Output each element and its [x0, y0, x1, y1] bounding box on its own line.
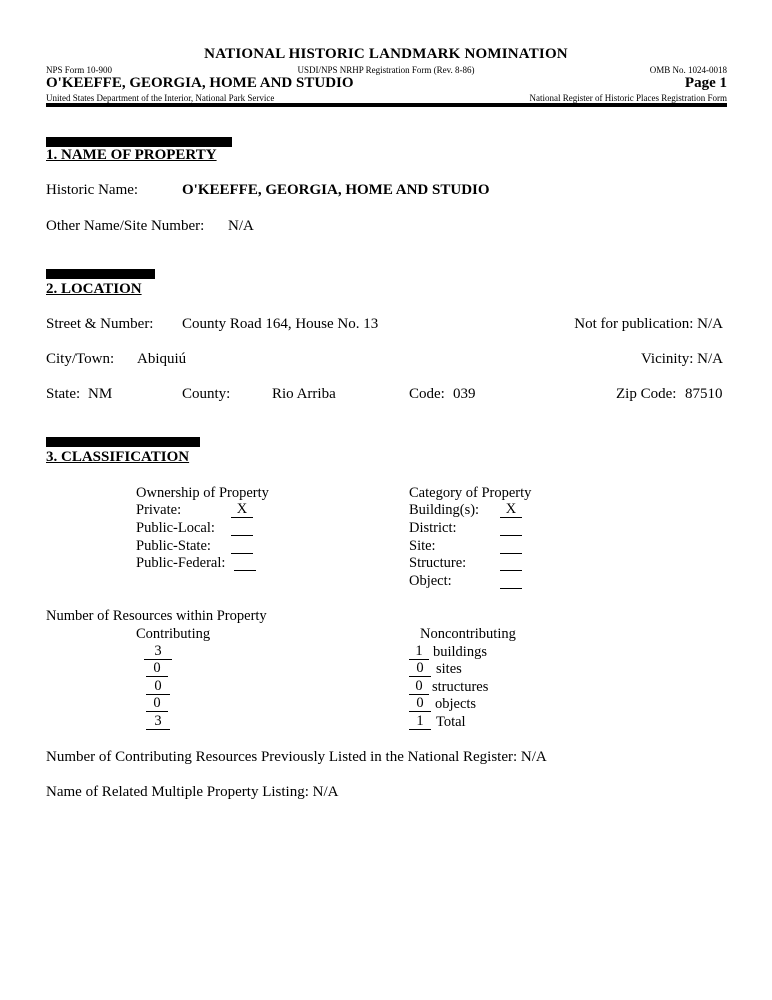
ownership-public-local-label: Public-Local: [136, 520, 215, 536]
contributing-objects: 0 [146, 696, 168, 712]
historic-name-value: O'KEEFFE, GEORGIA, HOME AND STUDIO [182, 182, 490, 198]
category-district-mark [500, 520, 522, 536]
ownership-public-federal-mark [234, 555, 256, 571]
category-structure-mark [500, 555, 522, 571]
section-3-bar [46, 437, 200, 447]
state-value: NM [88, 386, 113, 402]
page-number: Page 1 [684, 75, 727, 91]
form-title: NATIONAL HISTORIC LANDMARK NOMINATION [204, 46, 568, 62]
contributing-sites: 0 [146, 661, 168, 677]
noncontributing-total: 1 [409, 714, 431, 730]
noncontributing-structures: 0 [409, 679, 429, 695]
resource-type-structures: structures [432, 679, 489, 695]
contributing-structures: 0 [146, 679, 170, 695]
zip-value: 87510 [685, 386, 723, 402]
resources-title: Number of Resources within Property [46, 608, 267, 624]
section-1-heading: 1. NAME OF PROPERTY [46, 147, 217, 163]
code-value: 039 [453, 386, 476, 402]
not-for-publication: Not for publication: N/A [574, 316, 723, 332]
ownership-public-state-label: Public-State: [136, 538, 211, 554]
noncontributing-sites: 0 [409, 661, 431, 677]
ownership-title: Ownership of Property [136, 485, 269, 501]
section-1-bar [46, 137, 232, 147]
section-2-bar [46, 269, 155, 279]
section-2-heading: 2. LOCATION [46, 281, 142, 297]
other-name-label: Other Name/Site Number: [46, 218, 205, 234]
resource-type-objects: objects [435, 696, 477, 712]
header-rule [46, 103, 727, 107]
ownership-public-federal-label: Public-Federal: [136, 555, 226, 571]
resource-type-buildings: buildings [433, 644, 487, 660]
code-label: Code: [409, 386, 445, 402]
noncontributing-buildings: 1 [409, 644, 429, 660]
ownership-public-state-mark [231, 538, 253, 554]
department-label: United States Department of the Interior, National Park Service [46, 93, 275, 103]
category-object-label: Object: [409, 573, 452, 589]
zip-label: Zip Code: [616, 386, 677, 402]
other-name-value: N/A [228, 218, 254, 234]
ownership-private-label: Private: [136, 502, 182, 518]
noncontributing-title: Noncontributing [420, 626, 516, 642]
omb-number: OMB No. 1024-0018 [649, 65, 727, 75]
register-label: National Register of Historic Places Registration Form [529, 93, 727, 103]
property-name-header: O'KEEFFE, GEORGIA, HOME AND STUDIO [46, 75, 354, 91]
category-site-mark [500, 538, 522, 554]
multiple-property-listing: Name of Related Multiple Property Listing: N/A [46, 784, 339, 800]
category-structure-label: Structure: [409, 555, 467, 571]
registration-form-label: USDI/NPS NRHP Registration Form (Rev. 8-86) [297, 65, 475, 75]
ownership-public-local-mark [231, 520, 253, 536]
historic-name-label: Historic Name: [46, 182, 139, 198]
county-label: County: [182, 386, 231, 402]
city-value: Abiquiú [137, 351, 187, 367]
category-building-label: Building(s): [409, 502, 480, 518]
form-number: NPS Form 10-900 [46, 65, 113, 75]
noncontributing-objects: 0 [409, 696, 431, 712]
vicinity: Vicinity: N/A [640, 351, 723, 367]
category-site-label: Site: [409, 538, 436, 554]
street-label: Street & Number: [46, 316, 154, 332]
category-object-mark [500, 573, 522, 589]
category-title: Category of Property [409, 485, 532, 501]
category-building-mark: X [500, 502, 522, 518]
resource-type-total: Total [436, 714, 466, 730]
county-value: Rio Arriba [272, 386, 336, 402]
contributing-title: Contributing [136, 626, 211, 642]
state-label: State: [46, 386, 81, 402]
contributing-buildings: 3 [144, 644, 172, 660]
category-district-label: District: [409, 520, 457, 536]
resource-type-sites: sites [436, 661, 462, 677]
previously-listed: Number of Contributing Resources Previously Listed in the National Register: N/A [46, 749, 547, 765]
ownership-private-mark: X [231, 502, 253, 518]
street-value: County Road 164, House No. 13 [182, 316, 379, 332]
contributing-total: 3 [146, 714, 170, 730]
city-label: City/Town: [46, 351, 115, 367]
section-3-heading: 3. CLASSIFICATION [46, 449, 190, 465]
